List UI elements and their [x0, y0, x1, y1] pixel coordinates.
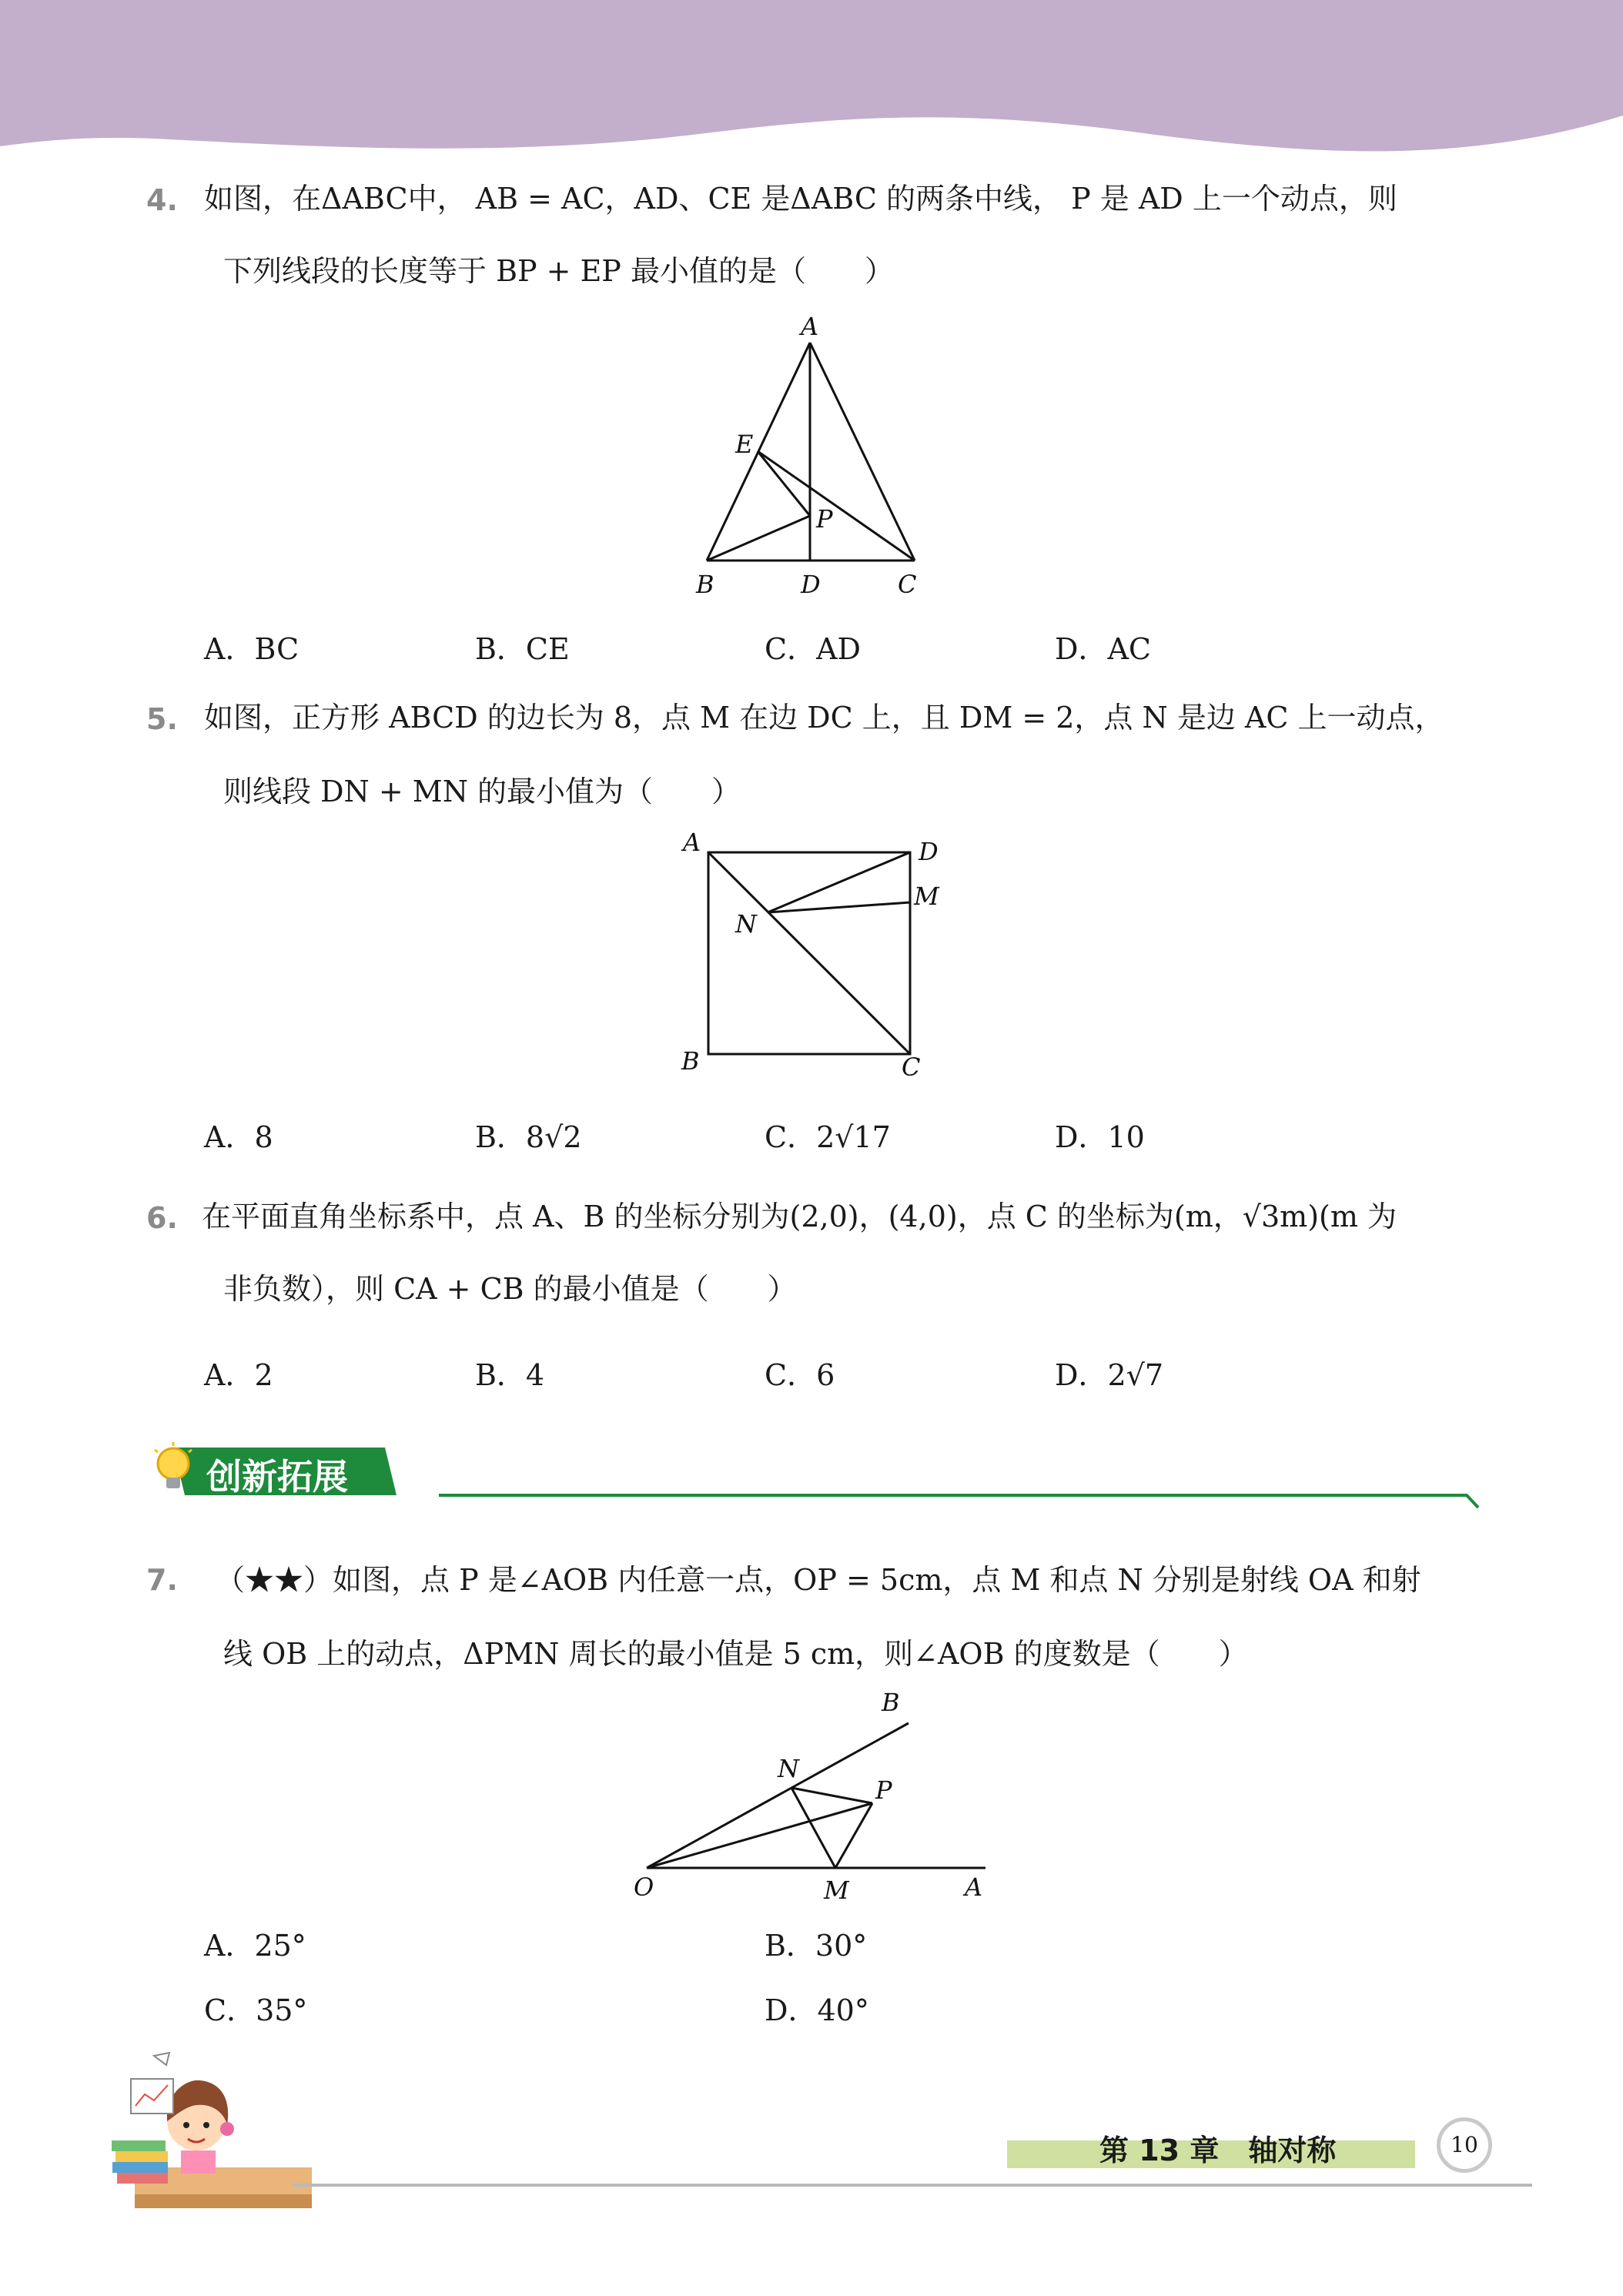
- section-title: 创新拓展: [206, 1456, 348, 1498]
- option[interactable]: D．AC: [1055, 632, 1151, 666]
- label-a: A: [801, 312, 819, 341]
- question-number: 4.: [146, 183, 178, 217]
- girl-with-books-illustration: [108, 2048, 323, 2217]
- label-m: M: [824, 1876, 849, 1905]
- top-banner: [0, 0, 1623, 177]
- option[interactable]: B．CE: [475, 632, 570, 666]
- triangle-figure: [678, 308, 939, 608]
- question-number: 5.: [146, 702, 178, 736]
- option[interactable]: A．BC: [204, 632, 300, 666]
- label-c: C: [898, 570, 917, 599]
- label-d: D: [919, 837, 939, 866]
- option[interactable]: D．40°: [765, 1993, 869, 2027]
- footer-line: [293, 2184, 1532, 2187]
- lightbulb-icon: [150, 1442, 198, 1496]
- page-number: 10: [1451, 2132, 1478, 2157]
- question-text: （★★）如图，点 P 是∠AOB 内任意一点，OP = 5cm，点 M 和点 N 分别是射线 OA 和射: [216, 1563, 1421, 1597]
- option[interactable]: D．10: [1055, 1120, 1145, 1154]
- option[interactable]: A．25°: [204, 1929, 306, 1963]
- label-p: P: [875, 1776, 892, 1805]
- label-a: A: [965, 1873, 983, 1902]
- section-header-bar: [150, 1440, 1482, 1525]
- label-n: N: [778, 1754, 799, 1783]
- option[interactable]: C．2√17: [765, 1120, 891, 1154]
- label-o: O: [634, 1873, 654, 1902]
- question-number: 7.: [146, 1563, 178, 1597]
- option[interactable]: B．4: [475, 1358, 545, 1392]
- label-n: N: [735, 909, 757, 939]
- option[interactable]: C．AD: [765, 632, 861, 666]
- option[interactable]: D．2√7: [1055, 1358, 1164, 1392]
- question-number: 6.: [146, 1201, 178, 1235]
- option[interactable]: B．8√2: [475, 1120, 582, 1154]
- page-number-badge: [1437, 2117, 1492, 2173]
- label-e: E: [735, 430, 754, 459]
- question-text: 非负数），则 CA + CB 的最小值是（ ）: [223, 1272, 797, 1306]
- label-b: B: [681, 1046, 700, 1076]
- square-figure: [674, 828, 959, 1082]
- option[interactable]: B．30°: [765, 1929, 868, 1963]
- label-p: P: [816, 504, 833, 534]
- label-a: A: [683, 828, 701, 857]
- option[interactable]: A．2: [204, 1358, 273, 1392]
- option[interactable]: C．6: [765, 1358, 835, 1392]
- option[interactable]: C．35°: [204, 1993, 308, 2027]
- question-text: 下列线段的长度等于 BP + EP 最小值的是（ ）: [223, 254, 894, 288]
- label-d: D: [801, 570, 821, 599]
- angle-figure: [627, 1686, 997, 1909]
- chapter-title: 第 13 章 轴对称: [1099, 2134, 1337, 2167]
- label-b: B: [882, 1688, 900, 1717]
- question-text: 如图，在ΔABC中， AB = AC，AD、CE 是ΔABC 的两条中线， P 是 AD 上一个动点，则: [204, 182, 1397, 216]
- label-b: B: [696, 570, 714, 599]
- label-m: M: [914, 882, 939, 911]
- label-c: C: [902, 1053, 921, 1082]
- question-text: 在平面直角坐标系中，点 A、B 的坐标分别为(2,0)，(4,0)，点 C 的坐标为(m，√3m)(m 为: [202, 1200, 1397, 1233]
- question-text: 线 OB 上的动点，ΔPMN 周长的最小值是 5 cm，则∠AOB 的度数是（ ）: [223, 1637, 1248, 1671]
- question-text: 则线段 DN + MN 的最小值为（ ）: [223, 775, 741, 808]
- option[interactable]: A．8: [204, 1120, 273, 1154]
- question-text: 如图，正方形 ABCD 的边长为 8，点 M 在边 DC 上，且 DM = 2，点 N 是边 AC 上一动点，: [204, 701, 1444, 735]
